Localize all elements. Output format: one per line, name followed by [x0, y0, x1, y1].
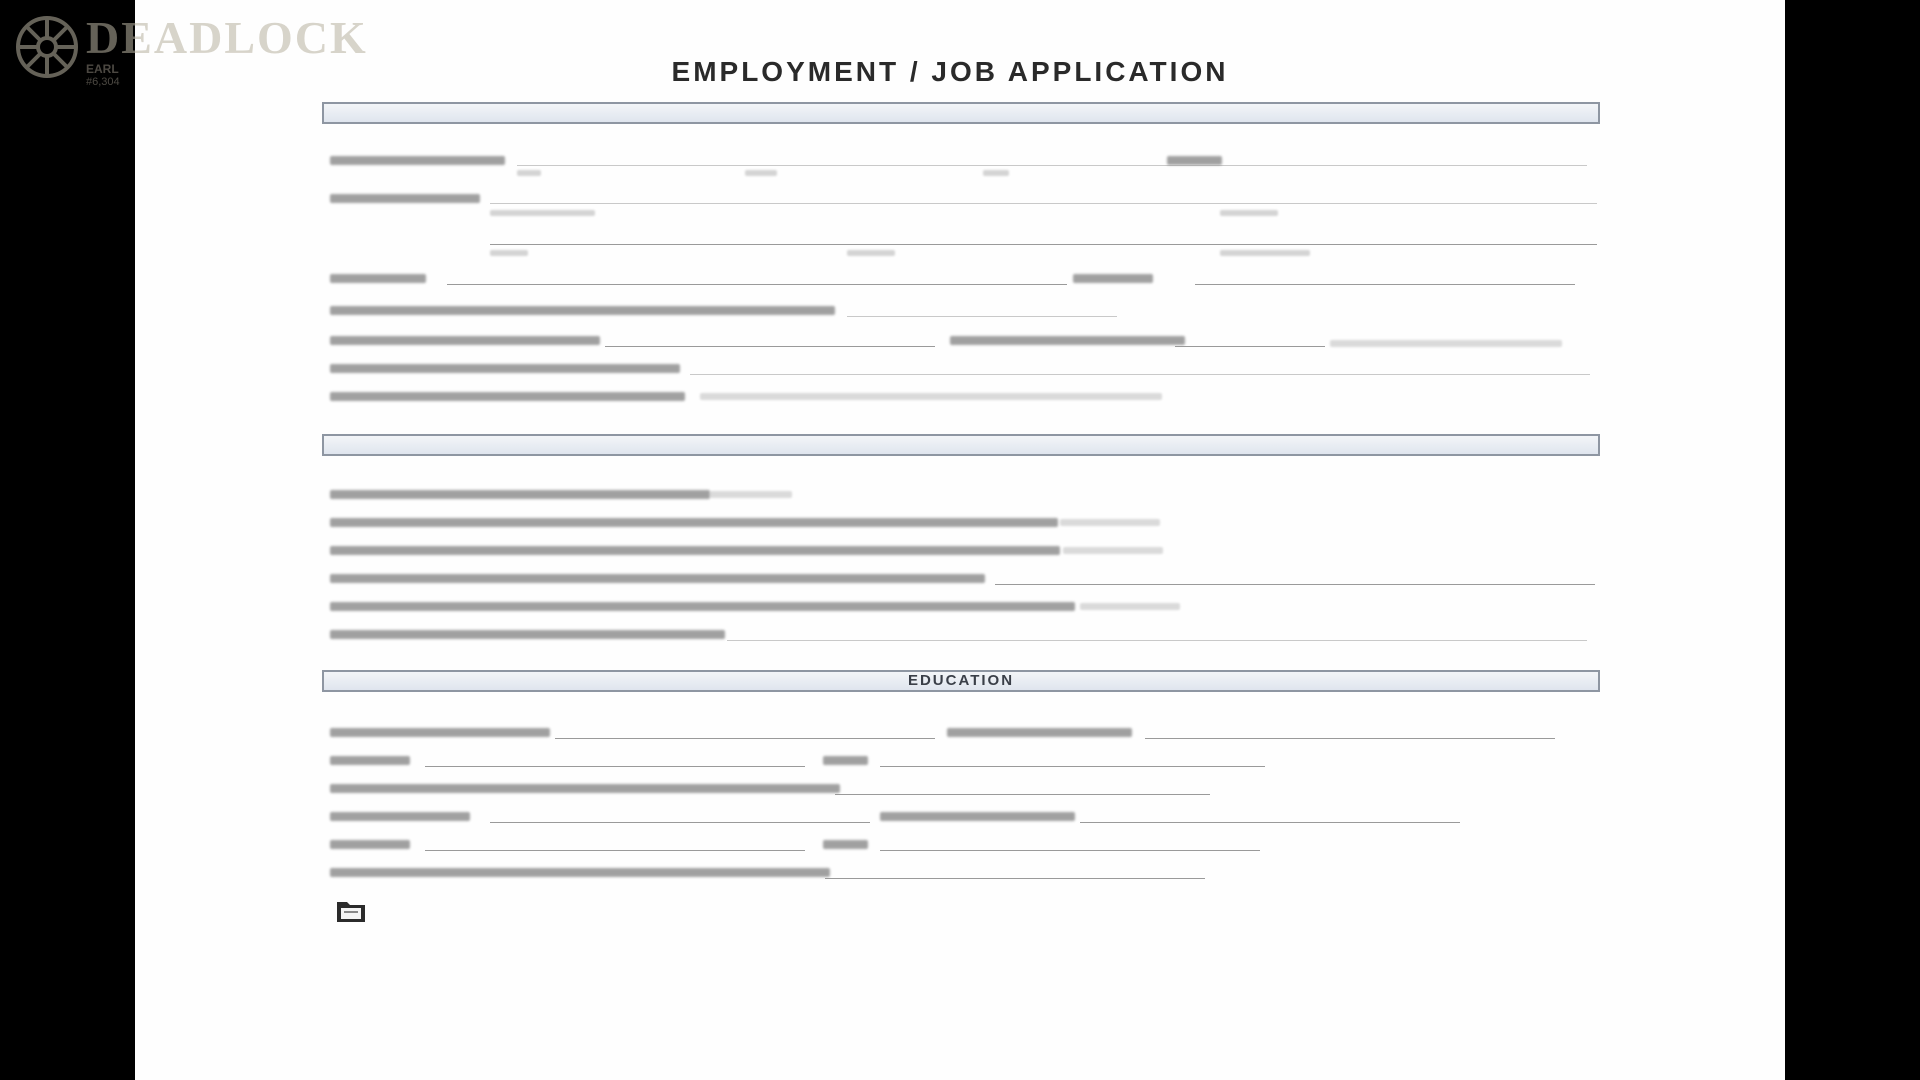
- us-citizen-options[interactable]: [710, 491, 792, 498]
- logo-subtitle: EARL: [86, 62, 119, 76]
- wheel-logo-icon: [14, 14, 80, 80]
- hs-from-field[interactable]: [425, 766, 805, 767]
- hs-diploma-field[interactable]: [835, 794, 1210, 795]
- felony-explain-row: [330, 626, 725, 646]
- position-field[interactable]: [690, 374, 1590, 375]
- high-school-row: [330, 724, 550, 744]
- college-city-state-field[interactable]: [1080, 822, 1460, 823]
- full-name-row: [330, 152, 505, 172]
- high-school-field[interactable]: [555, 738, 935, 739]
- desired-pay-field[interactable]: [1175, 346, 1325, 347]
- hs-to-field[interactable]: [880, 766, 1265, 767]
- section-personal-information: [322, 102, 1600, 124]
- employment-desired-row: [330, 388, 685, 408]
- college-from-field[interactable]: [425, 850, 805, 851]
- position-row: [330, 360, 680, 380]
- college-row: [330, 808, 470, 828]
- ssn-row: [330, 302, 835, 322]
- date-available-row: [330, 332, 600, 352]
- date-field[interactable]: [1227, 165, 1587, 166]
- college-to-field[interactable]: [880, 850, 1260, 851]
- college-from-row: [330, 836, 410, 856]
- watermark-logo: [14, 14, 368, 89]
- document-title: EMPLOYMENT / JOB APPLICATION: [671, 56, 1229, 87]
- section-employment-eligibility: [322, 434, 1600, 456]
- college-field[interactable]: [490, 822, 870, 823]
- document-icon: [335, 898, 367, 924]
- address-row: [330, 190, 480, 210]
- worked-before-explain-row: [330, 570, 985, 590]
- college-graduate-row: [330, 864, 830, 884]
- worked-before-row: [330, 542, 1060, 562]
- hs-from-row: [330, 752, 410, 772]
- felony-row: [330, 598, 1075, 618]
- ssn-field[interactable]: [847, 316, 1117, 317]
- employment-type-options[interactable]: [700, 393, 1162, 400]
- street-address-field[interactable]: [490, 203, 1597, 204]
- logo-number: #6,304: [86, 76, 120, 88]
- section-education: EDUCATION: [322, 670, 1600, 692]
- phone-field[interactable]: [1195, 284, 1575, 285]
- worked-before-explain-field[interactable]: [995, 584, 1595, 585]
- document-page: [135, 0, 1785, 1080]
- email-field[interactable]: [447, 284, 1067, 285]
- city-state-zip-field[interactable]: [490, 244, 1597, 245]
- email-row: [330, 270, 426, 290]
- work-eligibility-options[interactable]: [1060, 519, 1160, 526]
- us-citizen-row: [330, 486, 710, 506]
- felony-options[interactable]: [1080, 603, 1180, 610]
- worked-before-options[interactable]: [1063, 547, 1163, 554]
- hs-graduate-row: [330, 780, 840, 800]
- felony-explain-field[interactable]: [727, 640, 1587, 641]
- high-school-city-state-field[interactable]: [1145, 738, 1555, 739]
- date-available-field[interactable]: [605, 346, 935, 347]
- work-eligibility-row: [330, 514, 1058, 534]
- logo-wordmark: DEADLOCK: [86, 12, 368, 63]
- college-degree-field[interactable]: [825, 878, 1205, 879]
